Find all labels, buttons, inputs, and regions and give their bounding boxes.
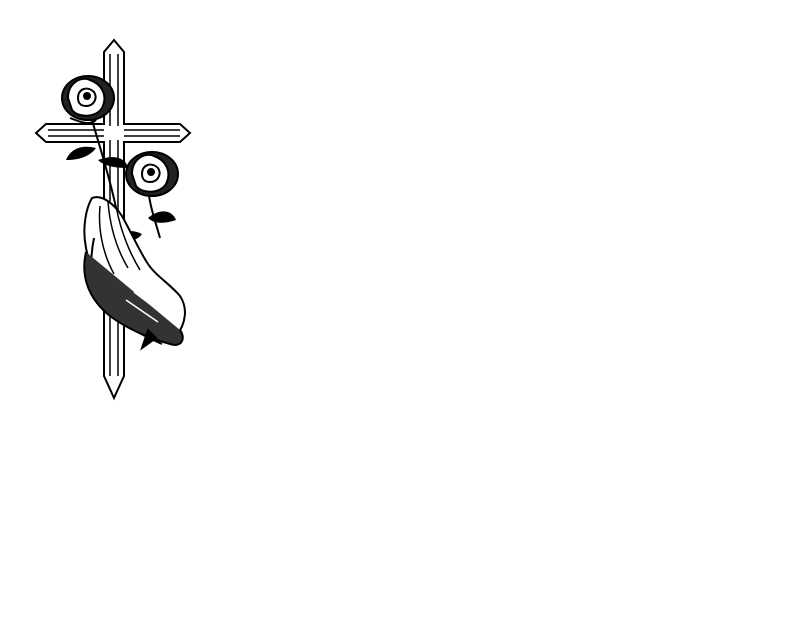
life-dates: [0, 185, 800, 204]
cross-roses-praying-hands-icon: [30, 38, 200, 403]
rose-top: [62, 76, 114, 123]
